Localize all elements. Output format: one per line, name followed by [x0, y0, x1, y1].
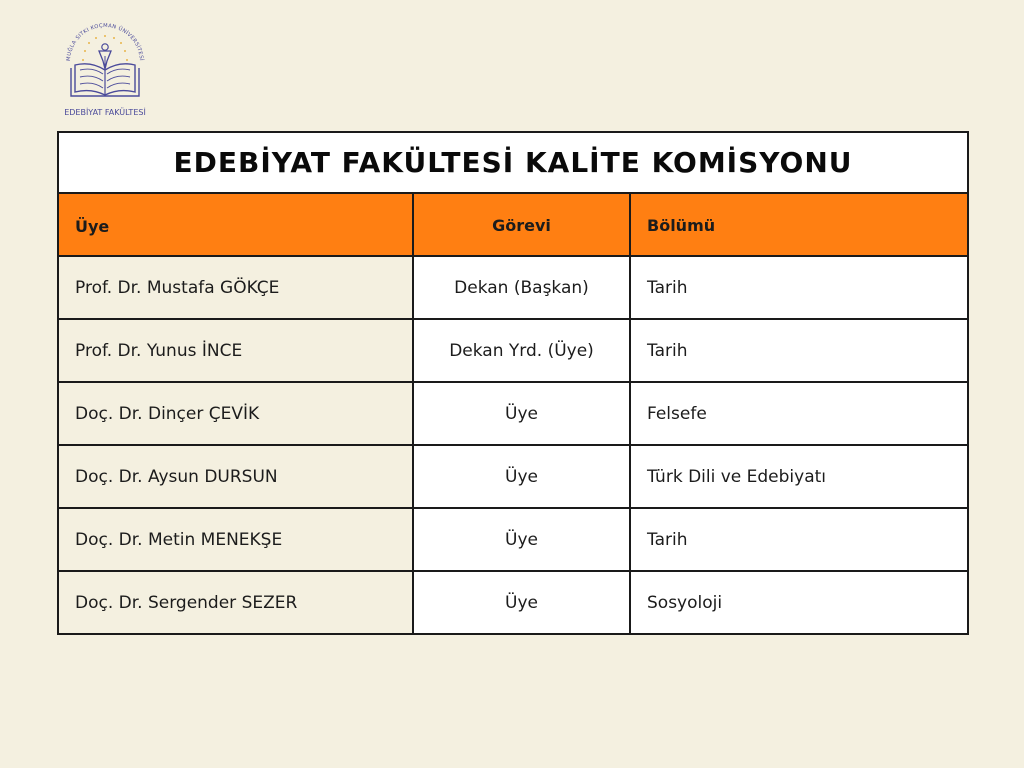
faculty-logo — [58, 14, 152, 118]
member-department: Türk Dili ve Edebiyatı — [630, 445, 968, 508]
member-department: Tarih — [630, 256, 968, 319]
member-name: Doç. Dr. Aysun DURSUN — [58, 445, 413, 508]
member-name: Doç. Dr. Dinçer ÇEVİK — [58, 382, 413, 445]
header-row — [58, 193, 968, 256]
member-role: Üye — [413, 445, 630, 508]
header-department: Bölümü — [630, 193, 968, 256]
table-row — [58, 319, 968, 382]
member-role: Dekan Yrd. (Üye) — [413, 319, 630, 382]
member-role: Üye — [413, 508, 630, 571]
table-row — [58, 382, 968, 445]
table-row — [58, 508, 968, 571]
table-row — [58, 571, 968, 634]
table-row — [58, 445, 968, 508]
member-department: Sosyoloji — [630, 571, 968, 634]
logo-caption: EDEBİYAT FAKÜLTESİ — [64, 108, 146, 117]
title-row — [58, 132, 968, 193]
committee-table — [57, 131, 969, 635]
member-department: Tarih — [630, 319, 968, 382]
member-name: Doç. Dr. Sergender SEZER — [58, 571, 413, 634]
member-department: Tarih — [630, 508, 968, 571]
member-role: Dekan (Başkan) — [413, 256, 630, 319]
svg-text:MUĞLA SITKI KOÇMAN ÜNİVERSİTES — [66, 23, 145, 61]
member-name: Prof. Dr. Yunus İNCE — [58, 319, 413, 382]
header-role: Görevi — [413, 193, 630, 256]
logo-arc-text: MUĞLA SITKI KOÇMAN ÜNİVERSİTESİ — [65, 22, 144, 62]
book-pen-emblem-icon — [58, 14, 152, 108]
table-title: EDEBİYAT FAKÜLTESİ KALİTE KOMİSYONU — [58, 132, 968, 193]
member-role: Üye — [413, 571, 630, 634]
member-name: Prof. Dr. Mustafa GÖKÇE — [58, 256, 413, 319]
table-row — [58, 256, 968, 319]
header-member: Üye — [58, 193, 413, 256]
member-name: Doç. Dr. Metin MENEKŞE — [58, 508, 413, 571]
member-department: Felsefe — [630, 382, 968, 445]
member-role: Üye — [413, 382, 630, 445]
